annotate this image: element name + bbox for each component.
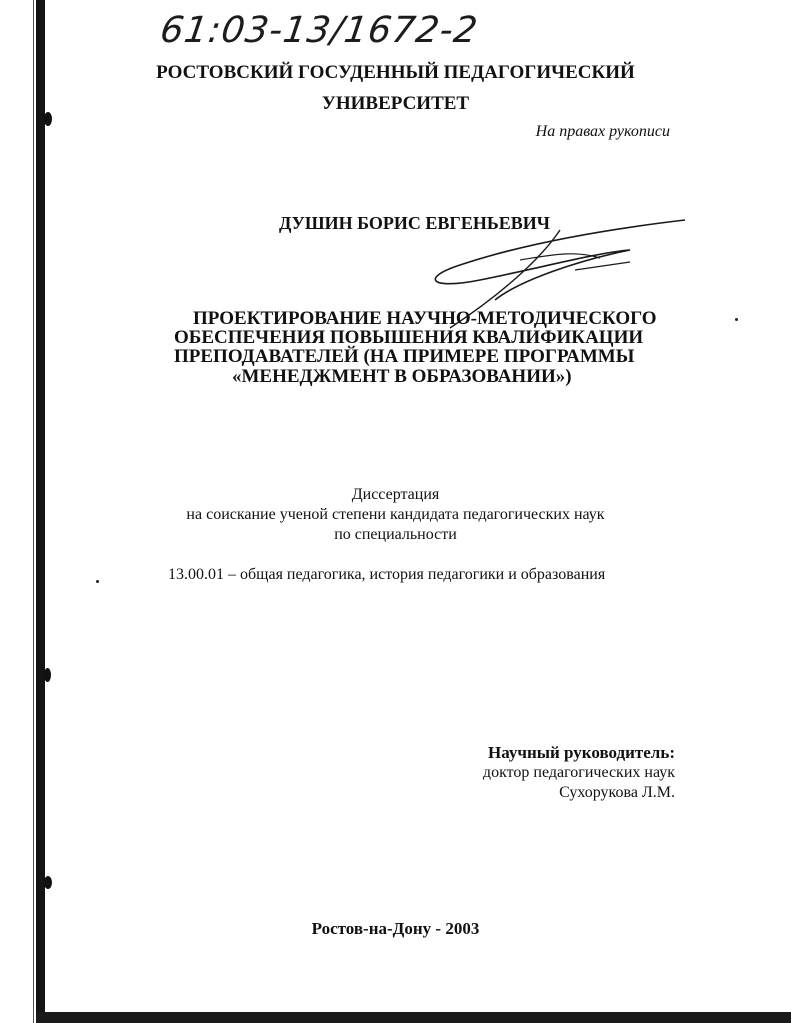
dissertation-label: Диссертация	[351, 486, 440, 503]
supervisor-name: Сухорукова Л.М.	[559, 784, 675, 801]
thesis-title-line2: ОБЕСПЕЧЕНИЯ ПОВЫШЕНИЯ КВАЛИФИКАЦИИ	[174, 327, 644, 348]
binding-hole-mark	[44, 668, 51, 682]
university-name-line2: УНИВЕРСИТЕТ	[321, 93, 470, 114]
binding-hole-mark	[44, 876, 52, 889]
thesis-title-line1: ПРОЕКТИРОВАНИЕ НАУЧНО-МЕТОДИЧЕСКОГО	[193, 308, 657, 329]
specialty-label: по специальности	[334, 526, 457, 543]
handwritten-archive-number: 61:03-13/1672-2	[157, 10, 481, 51]
supervisor-heading: Научный руководитель:	[488, 743, 675, 762]
specialty-code: 13.00.01 – общая педагогика, история педагогики и образования	[168, 566, 606, 583]
author-name: ДУШИН БОРИС ЕВГЕНЬЕВИЧ	[279, 213, 550, 233]
manuscript-rights-note: На правах рукописи	[535, 123, 670, 140]
scan-speck	[735, 318, 738, 321]
scan-bottom-edge	[36, 1012, 791, 1023]
thesis-title-line3: ПРЕПОДАВАТЕЛЕЙ (НА ПРИМЕРЕ ПРОГРАММЫ	[174, 346, 635, 367]
degree-description: на соискание ученой степени кандидата педагогических наук	[186, 506, 605, 523]
university-name-line1: РОСТОВСКИЙ ГОСУДЕННЫЙ ПЕДАГОГИЧЕСКИЙ	[156, 62, 635, 83]
supervisor-degree: доктор педагогических наук	[482, 764, 675, 781]
scan-speck	[96, 580, 99, 583]
thesis-title-line4: «МЕНЕДЖМЕНТ В ОБРАЗОВАНИИ»)	[232, 366, 572, 387]
signature-stroke	[435, 220, 685, 300]
place-and-year: Ростов-на-Дону - 2003	[311, 919, 480, 938]
